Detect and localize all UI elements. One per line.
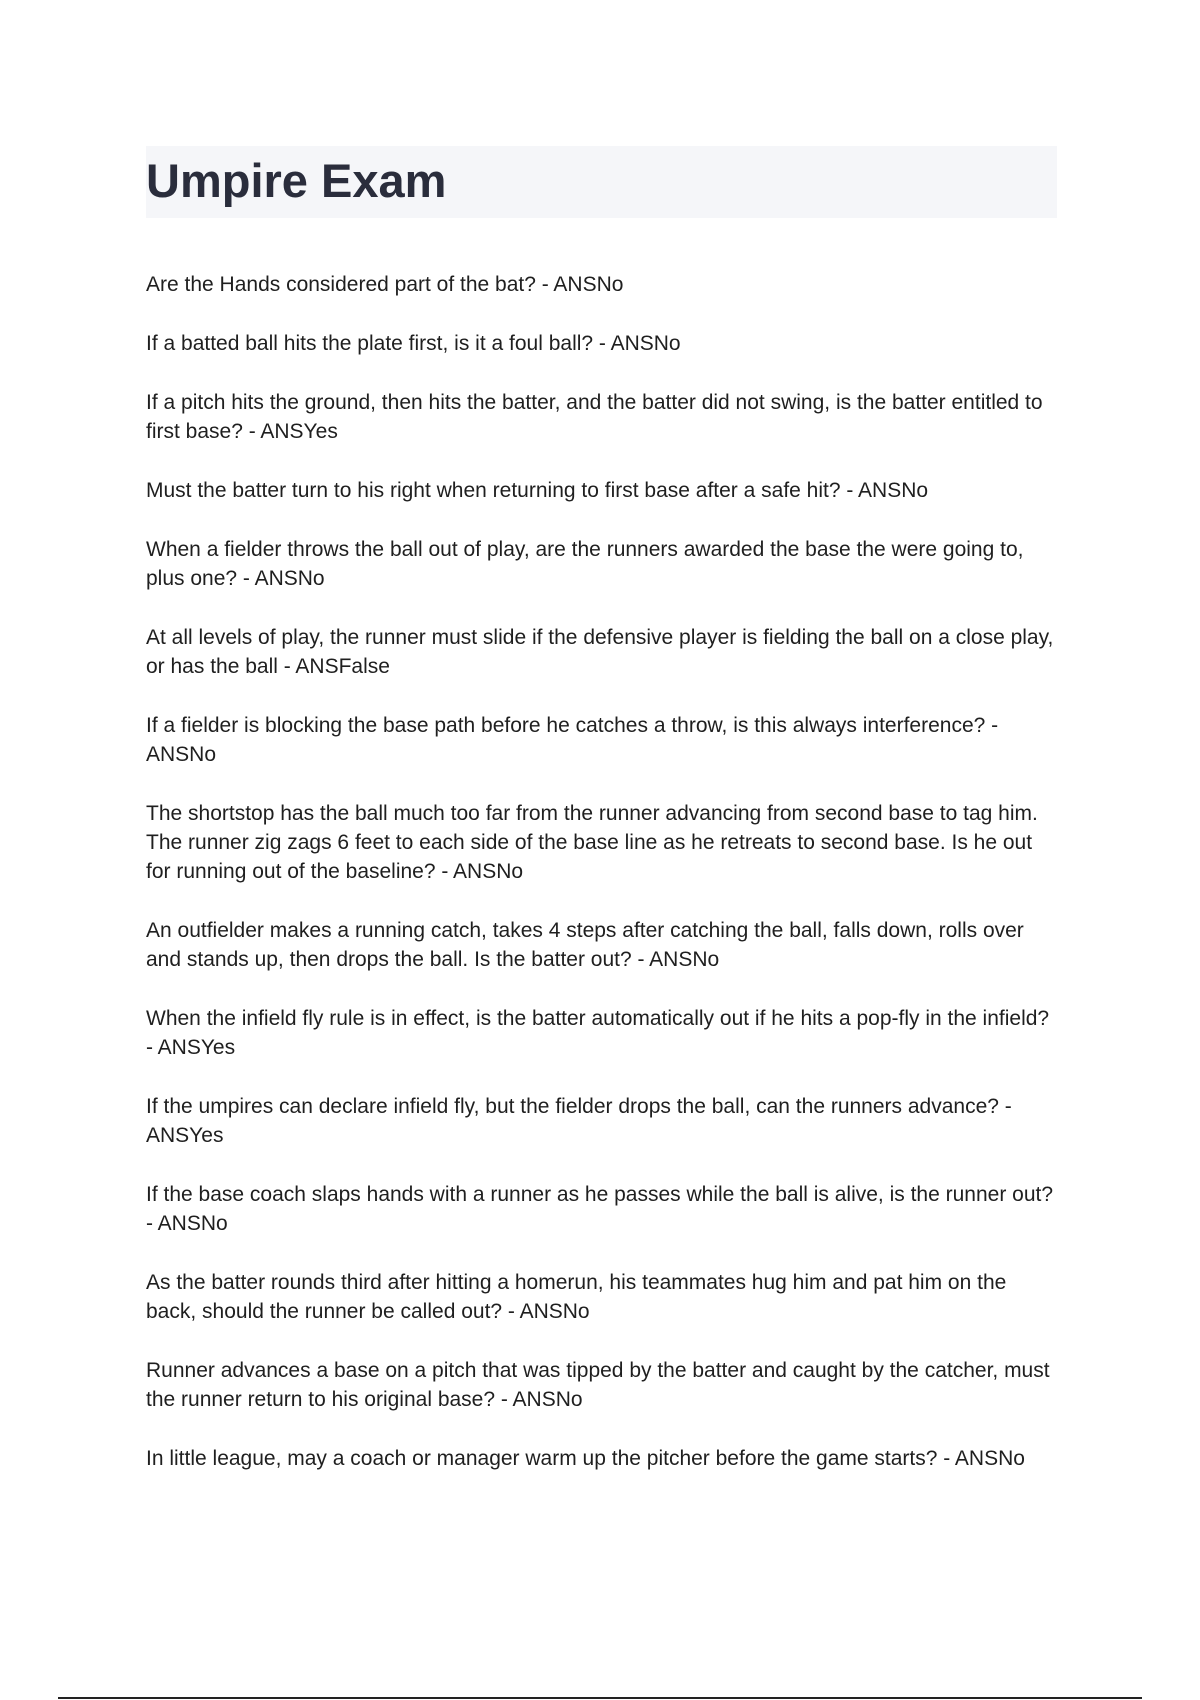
qa-item-1: Are the Hands considered part of the bat? - ANSNo: [146, 273, 624, 296]
qa-item-12: If the base coach slaps hands with a runner as he passes while the ball is alive, is the runner out? - ANSNo: [146, 1183, 1054, 1235]
qa-item-5: When a fielder throws the ball out of play, are the runners awarded the base the were going to, plus one? - ANSNo: [146, 538, 1024, 590]
qa-item-7: If a fielder is blocking the base path before he catches a throw, is this always interference? - ANSNo: [146, 714, 999, 766]
qa-item-2: If a batted ball hits the plate first, is it a foul ball? - ANSNo: [146, 332, 681, 355]
qa-item-6: At all levels of play, the runner must slide if the defensive player is fielding the ball on a close play, or has the ball - ANSFalse: [146, 626, 1054, 678]
qa-item-4: Must the batter turn to his right when returning to first base after a safe hit? - ANSNo: [146, 479, 929, 502]
document-title: Umpire Exam: [146, 154, 447, 207]
qa-item-11: If the umpires can declare infield fly, but the fielder drops the ball, can the runners advance? - ANSYes: [146, 1095, 1012, 1147]
qa-item-10: When the infield fly rule is in effect, is the batter automatically out if he hits a pop-fly in the infield? - ANSYes: [146, 1007, 1050, 1059]
qa-item-14: Runner advances a base on a pitch that was tipped by the batter and caught by the catcher, must the runner return to his original base? - ANSNo: [146, 1359, 1050, 1411]
qa-item-15: In little league, may a coach or manager warm up the pitcher before the game starts? - ANSNo: [146, 1447, 1025, 1470]
footer-divider: [58, 1697, 1142, 1699]
qa-item-9: An outfielder makes a running catch, takes 4 steps after catching the ball, falls down, rolls over and stands up, then drops the ball. Is the batter out? - ANSNo: [146, 919, 1024, 971]
title-band: [146, 146, 1057, 218]
qa-item-3: If a pitch hits the ground, then hits the batter, and the batter did not swing, is the batter entitled to first base? - ANSYes: [146, 391, 1043, 443]
qa-item-13: As the batter rounds third after hitting a homerun, his teammates hug him and pat him on the back, should the runner be called out? - ANSNo: [146, 1271, 1007, 1323]
qa-item-8: The shortstop has the ball much too far from the runner advancing from second base to tag him. The runner zig zags 6 feet to each side of the base line as he retreats to second base. Is he out for running out of the baseline? - ANSNo: [146, 802, 1038, 883]
question-answer-list: [146, 270, 1061, 1503]
